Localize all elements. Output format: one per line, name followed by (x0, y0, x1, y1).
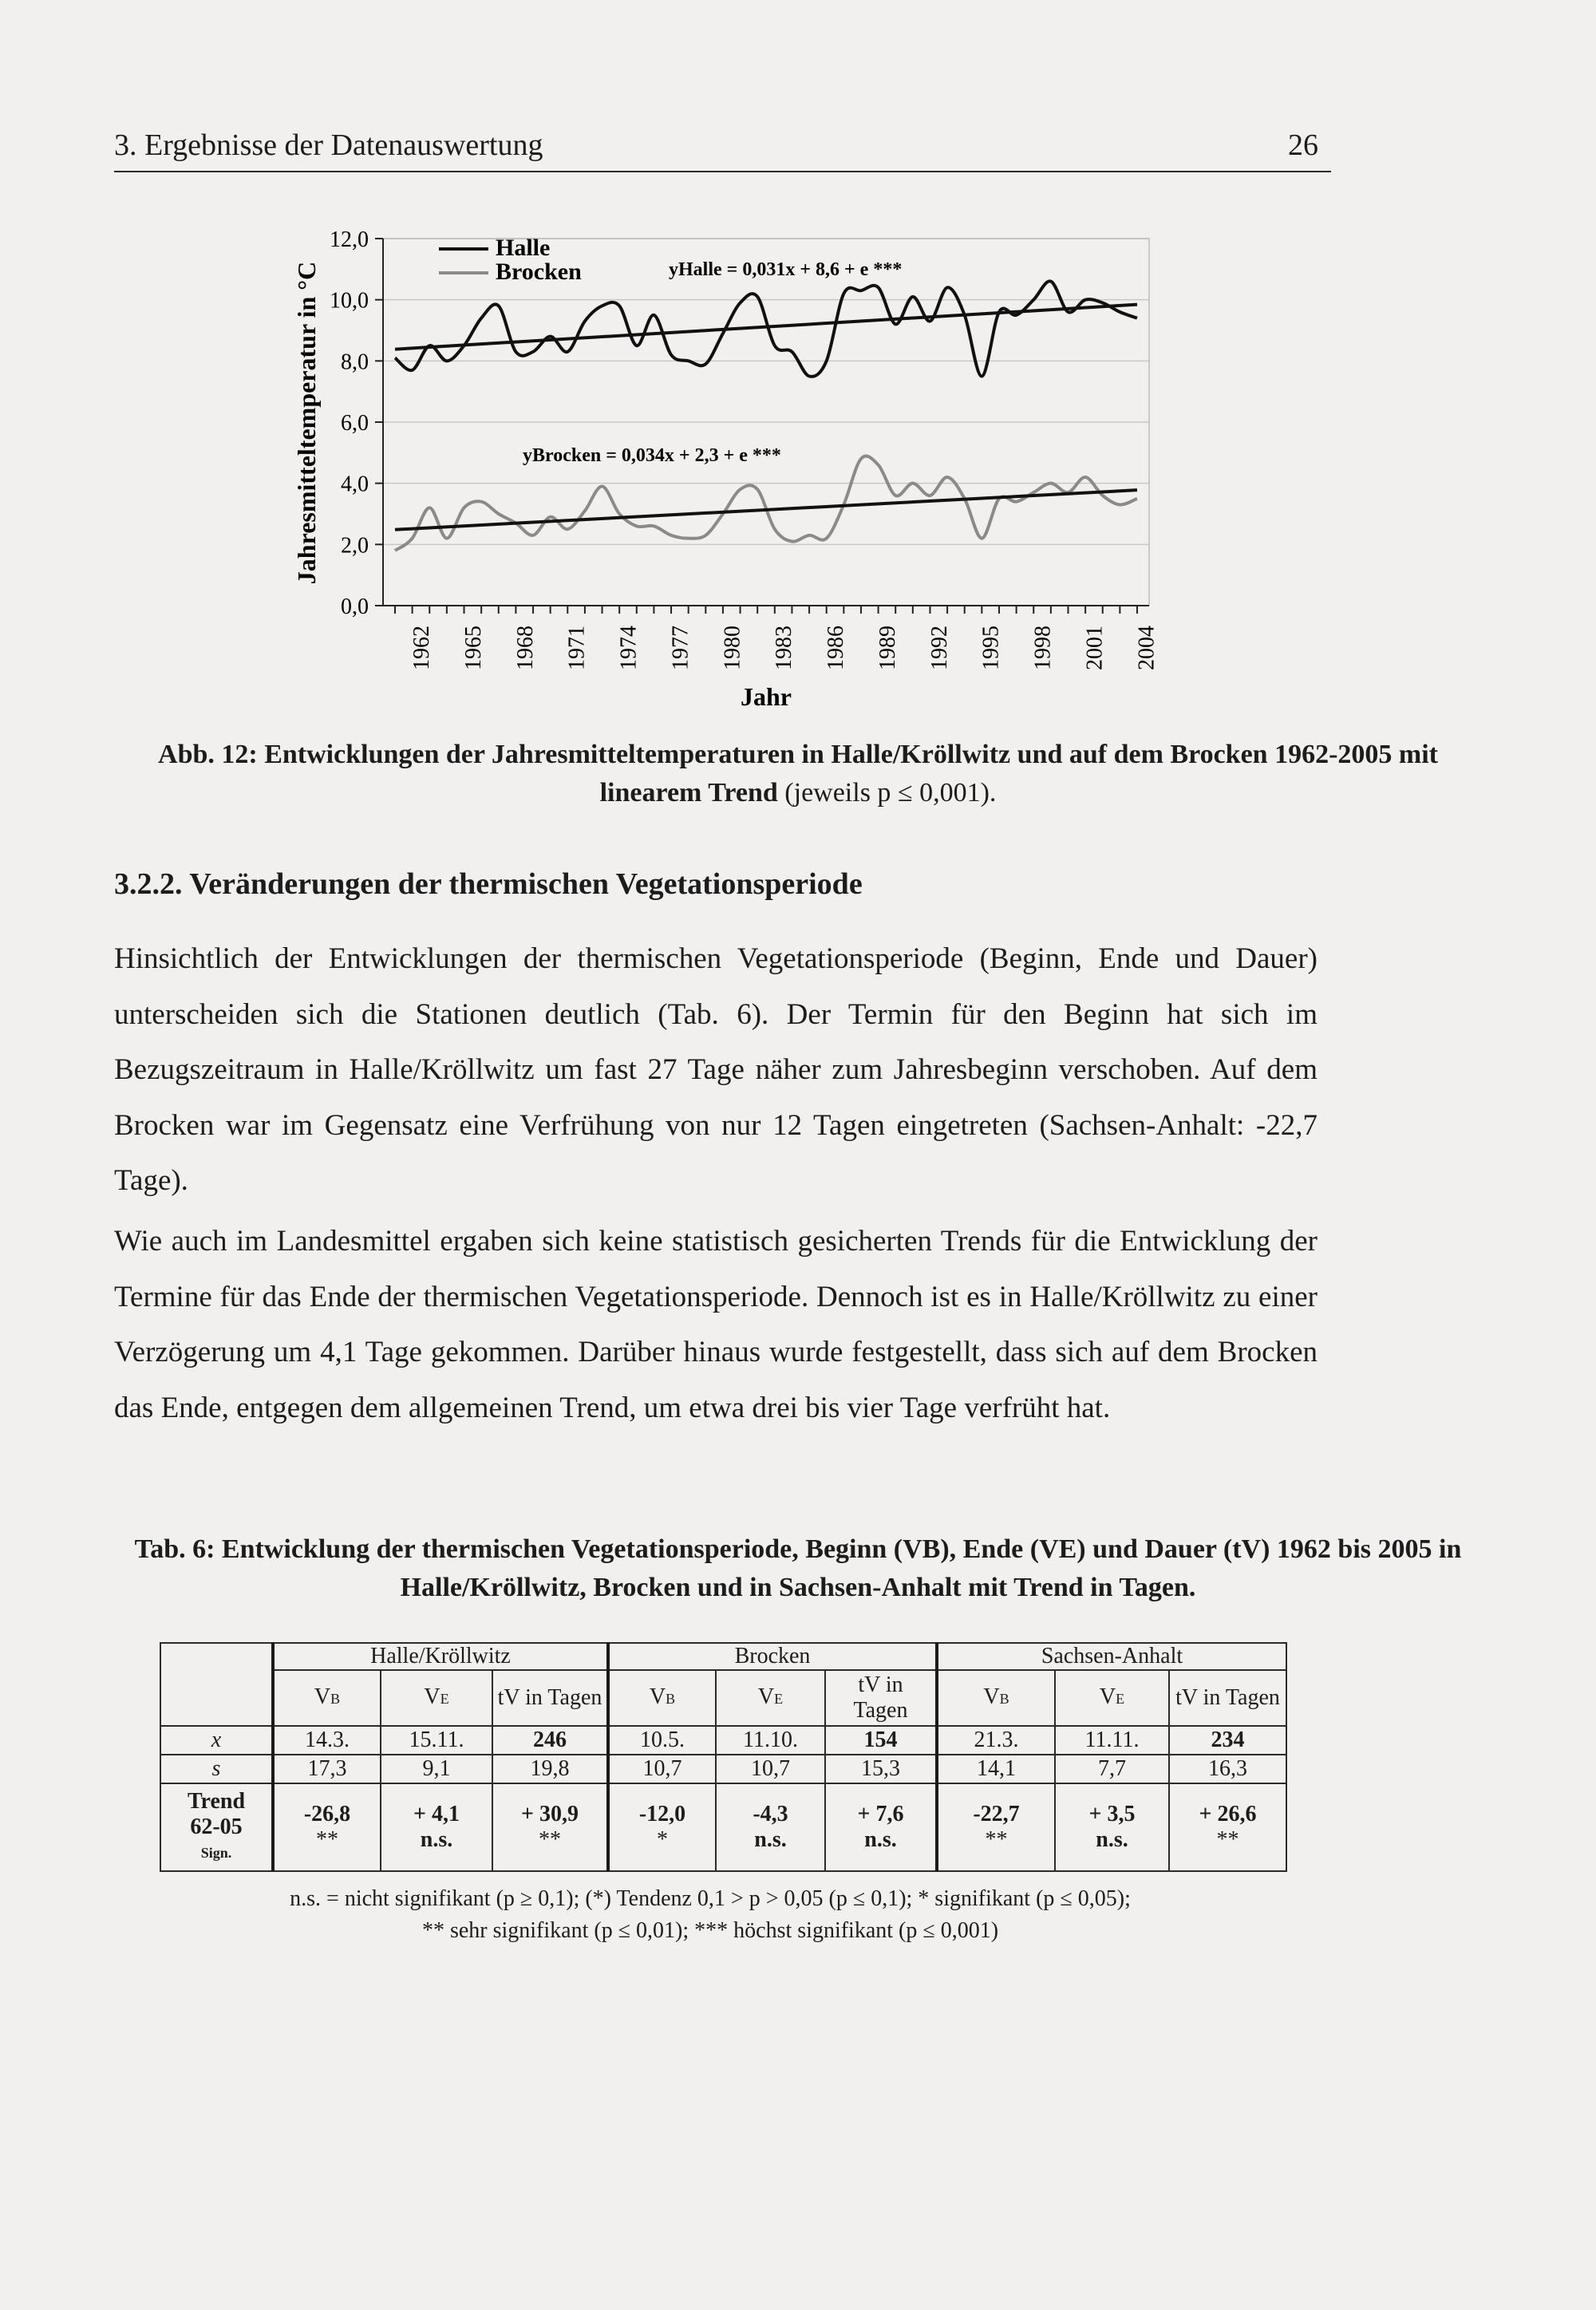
table-group-header: Sachsen-Anhalt (937, 1643, 1286, 1670)
trend-cell: + 26,6 ** (1169, 1783, 1286, 1871)
x-tick-label: 1998 (1030, 626, 1056, 670)
table-cell: 15.11. (381, 1726, 492, 1755)
table-cell: 16,3 (1169, 1755, 1286, 1783)
y-tick-label: 8,0 (341, 349, 369, 375)
y-tick-label: 0,0 (341, 594, 369, 619)
table-subheader: VE (1055, 1670, 1169, 1726)
y-ticks (330, 227, 383, 619)
table-cell: 14,1 (937, 1755, 1055, 1783)
figure-caption-normal: (jeweils p ≤ 0,001). (784, 778, 997, 808)
x-tick-label: 1974 (616, 626, 642, 670)
table-subheader: tV in Tagen (1169, 1670, 1286, 1726)
table-caption: Tab. 6: Entwicklung der thermischen Vegetationsperiode, Beginn (VB), Ende (VE) und Dauer (tV) 1962 bis 2005 in Halle/Kröllwitz, Brocken und in Sachsen-Anhalt mit Trend in Tagen. (134, 1534, 1462, 1602)
series-line-halle (395, 281, 1137, 377)
table-cell: 10,7 (608, 1755, 716, 1783)
trend-equation-halle: yHalle = 0,031x + 8,6 + e *** (669, 259, 903, 280)
data-table (160, 1642, 1287, 1872)
table-cell: 21.3. (937, 1726, 1055, 1755)
x-tick-label: 1986 (824, 626, 849, 670)
y-axis-label: Jahresmitteltemperatur in °C (292, 261, 321, 585)
table-cell: 10,7 (716, 1755, 825, 1783)
temperature-chart (0, 0, 1596, 718)
table-row-x (160, 1726, 1286, 1755)
legend-label-halle: Halle (496, 235, 551, 261)
table-cell: 154 (825, 1726, 937, 1755)
y-tick-label: 2,0 (341, 533, 369, 559)
table-cell: 234 (1169, 1726, 1286, 1755)
table-subheader: tV in Tagen (492, 1670, 608, 1726)
series-line-brocken (395, 456, 1137, 551)
x-tick-label: 1962 (409, 626, 434, 670)
table-group-header: Brocken (608, 1643, 937, 1670)
y-tick-label: 10,0 (330, 288, 369, 314)
trend-cell: -22,7 ** (937, 1783, 1055, 1871)
x-tick-label: 1992 (926, 626, 952, 670)
figure-caption-bold: Abb. 12: Entwicklungen der Jahresmitteltemperaturen in Halle/Kröllwitz und auf dem Brocken 1962-2005 mit linearem Trend (158, 740, 1438, 808)
table-corner-cell (160, 1643, 273, 1726)
x-tick-label: 2001 (1082, 626, 1108, 670)
table-cell: 9,1 (381, 1755, 492, 1783)
x-tick-label: 1965 (460, 626, 486, 670)
x-ticks (395, 606, 1159, 670)
paragraph: Hinsichtlich der Entwicklungen der thermischen Vegetationsperiode (Beginn, Ende und Dauer) unterscheiden sich die Stationen deutlich (Tab. 6). Der Termin für den Beginn hat sich im Bezugszeitraum in Halle/Kröllwitz um fast 27 Tage näher zum Jahresbeginn verschoben. Auf dem Brocken war im Gegensatz eine Verfrühung von nur 12 Tagen eingetreten (Sachsen-Anhalt: -22,7 Tage). (114, 942, 1317, 1197)
x-tick-label: 1968 (512, 626, 538, 670)
table-row-trend (160, 1783, 1286, 1871)
x-tick-label: 1980 (720, 626, 745, 670)
trend-equation-brocken: yBrocken = 0,034x + 2,3 + e *** (523, 445, 781, 466)
table-footnote: n.s. = nicht signifikant (p ≥ 0,1); (*) Tendenz 0,1 > p > 0,05 (p ≤ 0,1); * signifikant (p ≤ 0,05); (290, 1886, 1131, 1911)
table-subheader: VB (608, 1670, 716, 1726)
table-subheader: VE (716, 1670, 825, 1726)
table-cell: 10.5. (608, 1726, 716, 1755)
legend-label-brocken: Brocken (496, 259, 582, 285)
table-cell: 246 (492, 1726, 608, 1755)
x-tick-label: 1977 (668, 626, 693, 670)
y-tick-label: 12,0 (330, 227, 369, 252)
table-subheader-row (160, 1670, 1286, 1726)
trend-cell: + 3,5 n.s. (1055, 1783, 1169, 1871)
table-cell: 7,7 (1055, 1755, 1169, 1783)
table-row-s (160, 1755, 1286, 1783)
row-label-trend: Trend 62-05 Sign. (160, 1783, 273, 1871)
y-tick-label: 4,0 (341, 472, 369, 497)
x-tick-label: 1983 (772, 626, 797, 670)
table-cell: 14.3. (273, 1726, 381, 1755)
x-tick-label: 1995 (978, 626, 1004, 670)
table-group-row (160, 1643, 1286, 1670)
trend-cell: + 7,6 n.s. (825, 1783, 937, 1871)
figure-caption (120, 736, 1476, 812)
trend-cell: + 30,9 ** (492, 1783, 608, 1871)
table-subheader: VB (937, 1670, 1055, 1726)
table-cell: 11.11. (1055, 1726, 1169, 1755)
x-axis-label: Jahr (741, 682, 792, 711)
x-tick-label: 2004 (1134, 626, 1159, 670)
table-group-header: Halle/Kröllwitz (273, 1643, 608, 1670)
table-cell: 19,8 (492, 1755, 608, 1783)
trend-cell: -26,8 ** (273, 1783, 381, 1871)
trend-lines (395, 305, 1137, 530)
paragraph: Wie auch im Landesmittel ergaben sich keine statistisch gesicherten Trends für die Entwicklung der Termine für das Ende der thermischen Vegetationsperiode. Dennoch ist es in Halle/Kröllwitz zu einer Verzögerung um 4,1 Tage gekommen. Darüber hinaus wurde festgestellt, dass sich auf dem Brocken das Ende, entgegen dem allgemeinen Trend, um etwa drei bis vier Tage verfrüht hat. (114, 1225, 1317, 1424)
table-cell: 15,3 (825, 1755, 937, 1783)
table-subheader: VB (273, 1670, 381, 1726)
table-subheader: tV in Tagen (825, 1670, 937, 1726)
table-cell: 17,3 (273, 1755, 381, 1783)
section-heading: 3.2.2. Veränderungen der thermischen Vegetationsperiode (114, 867, 863, 901)
header-title: 3. Ergebnisse der Datenauswertung (114, 128, 543, 162)
row-label-s: s (160, 1755, 273, 1783)
trend-cell: -12,0 * (608, 1783, 716, 1871)
trend-cell: + 4,1 n.s. (381, 1783, 492, 1871)
table-footnote: ** sehr signifikant (p ≤ 0,01); *** höchst signifikant (p ≤ 0,001) (421, 1918, 999, 1943)
trend-line-brocken (395, 490, 1137, 530)
table-subheader: VE (381, 1670, 492, 1726)
trend-cell: -4,3 n.s. (716, 1783, 825, 1871)
x-tick-label: 1971 (564, 626, 590, 670)
table-cell: 11.10. (716, 1726, 825, 1755)
page-number: 26 (1288, 128, 1318, 162)
y-tick-label: 6,0 (341, 411, 369, 436)
x-tick-label: 1989 (875, 626, 900, 670)
row-label-x: x (160, 1726, 273, 1755)
